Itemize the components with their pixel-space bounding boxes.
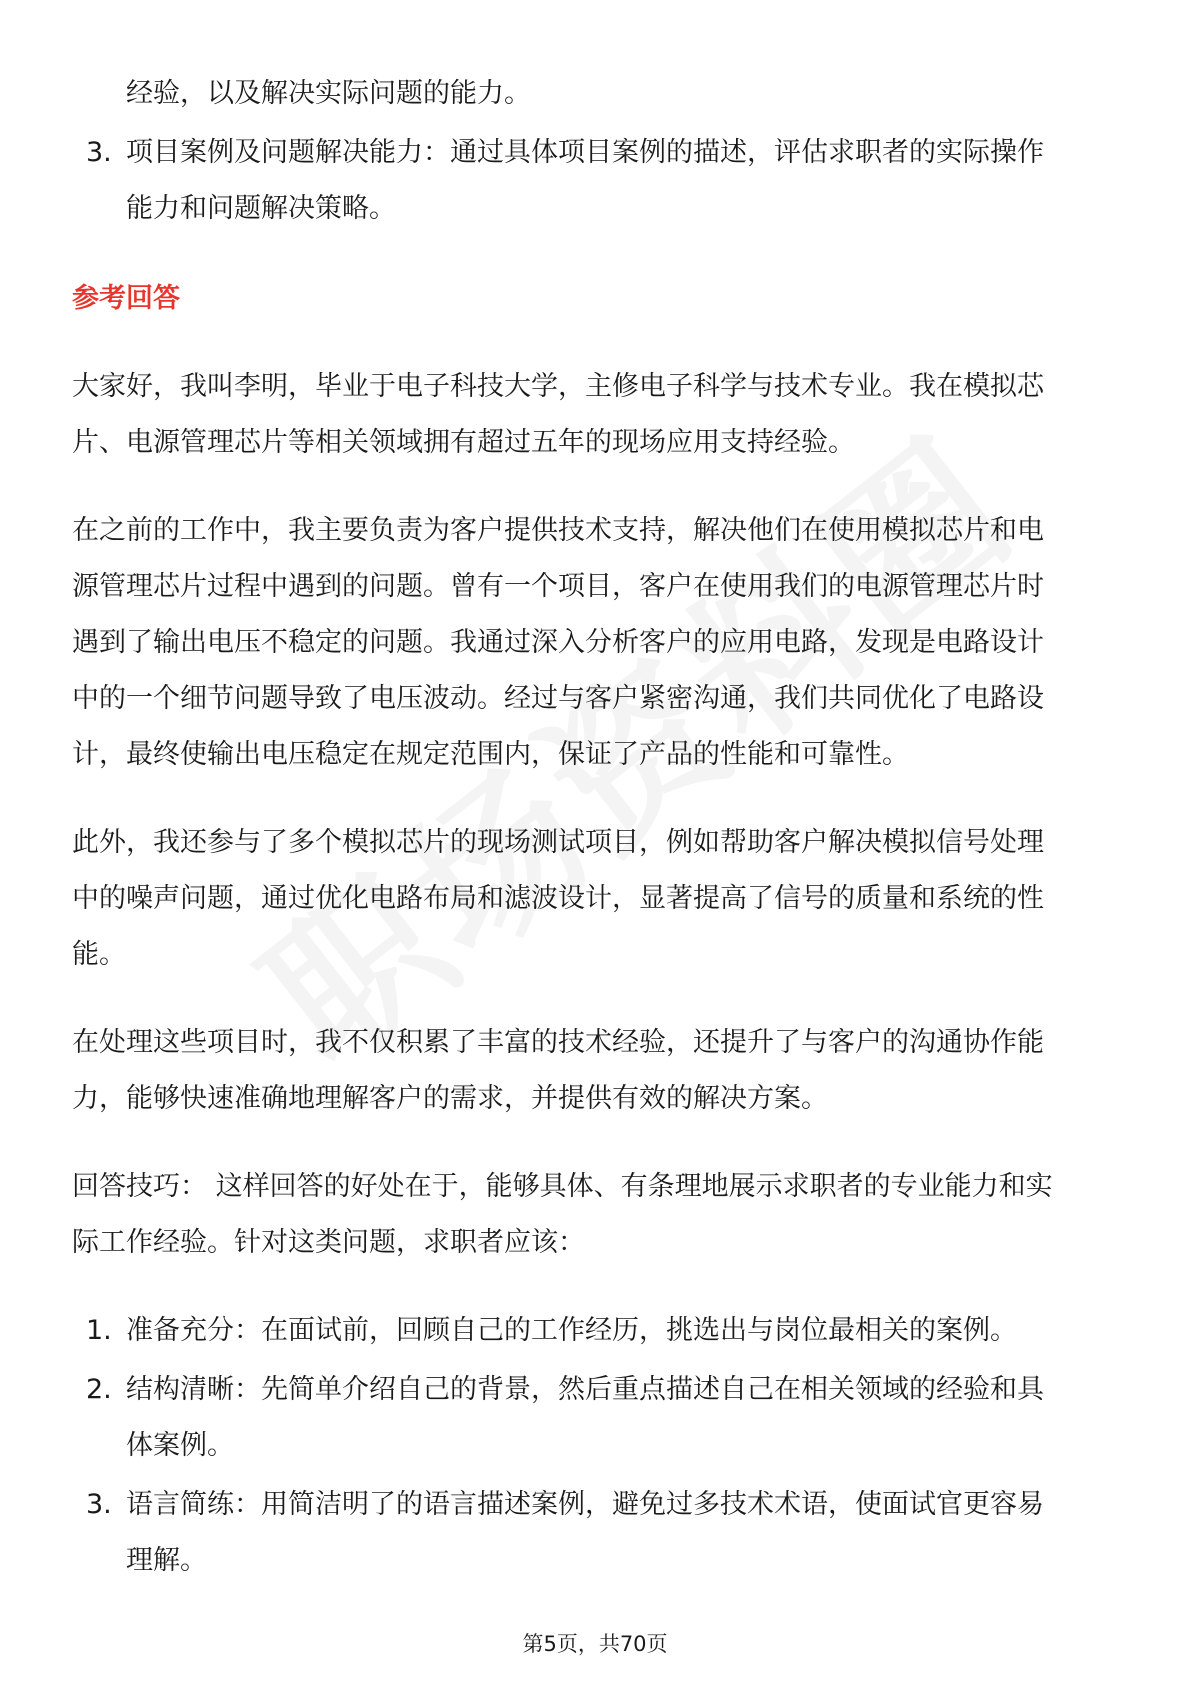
paragraph-testing — [72, 815, 1122, 983]
list-item-line: 理解。 — [126, 1545, 207, 1576]
list-number: 1. — [86, 1315, 112, 1346]
section-heading: 参考回答 — [72, 283, 180, 314]
tips-list — [72, 1303, 1122, 1589]
page-footer: 第5页，共70页 — [522, 1632, 668, 1656]
list-item-continued — [72, 66, 1122, 122]
list-item-line: 经验，以及解决实际问题的能力。 — [126, 78, 531, 109]
tips-list-item-3 — [72, 1477, 1122, 1589]
paragraph-line: 际工作经验。针对这类问题，求职者应该： — [72, 1227, 585, 1258]
paragraph-line: 在处理这些项目时，我不仅积累了丰富的技术经验，还提升了与客户的沟通协作能 — [72, 1027, 1044, 1058]
list-item-line: 结构清晰：先简单介绍自己的背景，然后重点描述自己在相关领域的经验和具 — [126, 1374, 1044, 1405]
list-item-line: 项目案例及问题解决能力：通过具体项目案例的描述，评估求职者的实际操作 — [126, 137, 1044, 168]
list-item-line: 能力和问题解决策略。 — [126, 193, 396, 224]
paragraph-line: 此外，我还参与了多个模拟芯片的现场测试项目，例如帮助客户解决模拟信号处理 — [72, 827, 1044, 858]
list-item-line: 语言简练：用简洁明了的语言描述案例，避免过多技术术语，使面试官更容易 — [126, 1489, 1044, 1520]
tips-list-item-2 — [72, 1362, 1122, 1474]
paragraph-tips-intro — [72, 1159, 1122, 1271]
list-item-3 — [72, 125, 1122, 237]
page-content — [72, 66, 1122, 1592]
paragraph-summary — [72, 1015, 1122, 1127]
intro-list — [72, 66, 1122, 237]
paragraph-experience — [72, 503, 1122, 783]
paragraph-line: 中的一个细节问题导致了电压波动。经过与客户紧密沟通，我们共同优化了电路设 — [72, 683, 1044, 714]
list-number: 3. — [86, 1489, 112, 1520]
paragraph-intro — [72, 359, 1122, 471]
paragraph-line: 中的噪声问题，通过优化电路布局和滤波设计，显著提高了信号的质量和系统的性 — [72, 883, 1044, 914]
list-item-line: 体案例。 — [126, 1430, 234, 1461]
paragraph-line: 大家好，我叫李明，毕业于电子科技大学，主修电子科学与技术专业。我在模拟芯 — [72, 371, 1044, 402]
paragraph-line: 遇到了输出电压不稳定的问题。我通过深入分析客户的应用电路，发现是电路设计 — [72, 627, 1044, 658]
tips-list-item-1 — [72, 1303, 1122, 1359]
paragraph-line: 在之前的工作中，我主要负责为客户提供技术支持，解决他们在使用模拟芯片和电 — [72, 515, 1044, 546]
paragraph-line: 源管理芯片过程中遇到的问题。曾有一个项目，客户在使用我们的电源管理芯片时 — [72, 571, 1044, 602]
paragraph-line: 计，最终使输出电压稳定在规定范围内，保证了产品的性能和可靠性。 — [72, 739, 909, 770]
paragraph-line: 回答技巧： 这样回答的好处在于，能够具体、有条理地展示求职者的专业能力和实 — [72, 1171, 1053, 1202]
paragraph-line: 力，能够快速准确地理解客户的需求，并提供有效的解决方案。 — [72, 1083, 828, 1114]
list-number: 3. — [86, 137, 112, 168]
paragraph-line: 能。 — [72, 939, 126, 970]
list-number: 2. — [86, 1374, 112, 1405]
list-item-line: 准备充分：在面试前，回顾自己的工作经历，挑选出与岗位最相关的案例。 — [126, 1315, 1017, 1346]
paragraph-line: 片、电源管理芯片等相关领域拥有超过五年的现场应用支持经验。 — [72, 427, 855, 458]
